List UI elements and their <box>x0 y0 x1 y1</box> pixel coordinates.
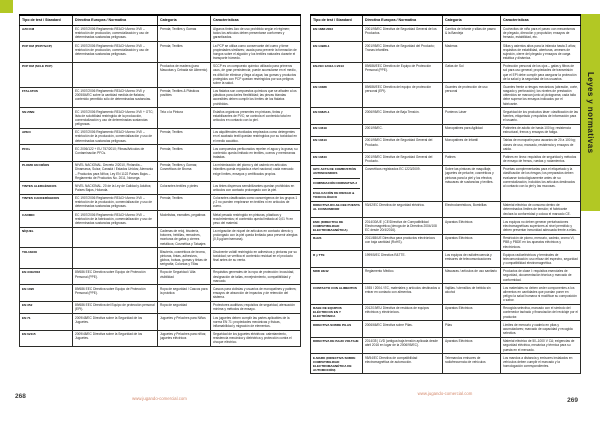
cell-category: Guantes de protección de uso personal <box>443 83 501 108</box>
table-row <box>20 87 301 108</box>
cell-category: Cadenas de reloj, bisutería, botones, hebillas, remaches, monturas de gafas y cierres metálicos; Cosmética y Tatuajes <box>158 227 211 248</box>
table-body-left <box>20 25 301 346</box>
table-row <box>311 62 581 83</box>
cell-standard: EN 352 <box>20 301 73 313</box>
column-header: Tipo de test / Standard <box>311 15 363 25</box>
cell-directive: 89/686 EEC Directiva sobre Equipo de Protección Personal (PPE). <box>73 285 158 301</box>
cell-category: Vajillas / utensilios de bebida sin alcohol <box>443 284 501 305</box>
grouped-standard-label: COMBINACIÓN NORMATIVA 2 <box>313 178 360 186</box>
table-row <box>311 83 581 108</box>
cell-standard: EN 71 <box>20 314 73 330</box>
cell-characteristics: Los alquilfenoles etoxilados empleados como detergentes en el acabado textil quedan restringidos por su toxicidad en el medio acuático. <box>211 128 301 144</box>
cell-standard: EN 14988-1 <box>311 42 363 63</box>
table-row <box>20 194 301 210</box>
cell-characteristics: Recogida selectiva, marcado con el símbolo del contenedor tachado y financiación del reciclaje por el productor. <box>501 304 581 320</box>
column-header: Directiva Europea / Normativa <box>73 15 158 25</box>
cell-category: Maderas <box>443 42 501 63</box>
cell-characteristics: Los mandos a distancia y emisores instalados en vehículos deben cumplir el marcado y la homologación correspondientes. <box>501 354 581 374</box>
cell-directive: Cosméticos registrados EC 1223/2009. <box>363 165 443 201</box>
cell-characteristics: Colorantes clasificados como cancerígenos de los grupos 1 y 2 no pueden emplearse en textiles ni en artículos de cuero. <box>211 194 301 210</box>
cell-directive: 2014/35 | LVD (antigua baja tensión aplicada desde abril 2016 en lugar de la 2006/95/EC). <box>363 337 443 353</box>
cell-standard: RoHS <box>311 234 363 250</box>
cell-standard: TINTES ALERGÉNICOS <box>20 182 73 194</box>
cell-standard: PFOs <box>20 145 73 161</box>
cell-category: Electrodomésticos, Bombillas <box>443 201 501 217</box>
cell-directive <box>73 62 158 87</box>
cell-characteristics: Protección personal de los ojos – gafas y filtros de sol para uso general; propiedades de transmisión que el EPI debe cumplir para asegurar la protección de la salud y la seguridad de los usuarios. <box>501 62 581 83</box>
cell-directive: EC 1907/2006 Reglamento REACH Anexo XVII – restricción de la fabricación, comercialización y uso de determinadas sustancias peligrosas. <box>73 211 158 227</box>
cell-directive: EC 1907/2006 Reglamento REACH Anexo XVII + OTC; lista de solubilidad restringida de la producción, comercialización y uso de determinadas sustancias peligrosas. <box>73 108 158 129</box>
table-row <box>20 25 301 41</box>
cell-standard: EN 60825-1 <box>311 108 363 124</box>
table-row <box>311 165 581 201</box>
cell-characteristics: Límites de mercurio y cadmio en pilas y acumuladores; marcado de capacidad y recogida selectiva. <box>501 321 581 337</box>
cell-directive: NIVEL NACIONAL. 20 de la Ley de Calidad y Adultos; Países Bajos, Holanda. <box>73 182 158 194</box>
cell-standard: EN 13613 <box>311 136 363 152</box>
cell-category: Prenda; Textiles <box>158 42 211 63</box>
cell-category: Monopatines de Infantil <box>443 136 501 152</box>
website-url-right: www.jugando-comercial.com <box>417 391 473 396</box>
cell-category: Aparatos Eléctricos <box>443 304 501 320</box>
cell-directive: 2001/95/EC. <box>363 124 443 136</box>
cell-directive: 2001/95/EC Directiva de Seguridad General del Producto. <box>363 136 443 152</box>
cell-characteristics: SCCP es un compuesto químico utilizado para primeros usos, de gran persistencia; puede acumularse en el medio, es difícil de eliminar y llega al agua; las gomas y productos protegidos con PCP quedan restringidos por sus peligros sobre la salud. <box>211 62 301 87</box>
cell-directive: NIVEL NACIONAL. Decreto 2/2010, Finlandia – Dinamarca, Suiza; Canadá / Estados Unidos; Alemania – Productos para Niños; Ley EN 1122 Países Bajos – Reglamento de Productos No. 2011, Noruega. <box>73 161 158 182</box>
cell-standard: PCP KM (SCLE PCP) <box>20 62 73 87</box>
cell-directive: 95/54/EC Directiva de compatibilidad electromagnética de automoción. <box>363 354 443 374</box>
cell-characteristics: Seguridad de los productos láser: clasificación de las fuentes, etiquetado y requisitos de información para el usuario. <box>501 108 581 124</box>
cell-characteristics: Restricción de plomo, mercurio, cadmio, cromo VI, PBB y PBDE en los aparatos eléctricos y electrónicos. <box>501 234 581 250</box>
column-header: Categoría <box>158 15 211 25</box>
cell-directive: 89/686 EEC Directiva sobre Equipo de Protección Personal (PPE). <box>73 268 158 284</box>
cell-characteristics: Material eléctrico de consumo dentro de determinados límites de tensión; el fabricante declara la conformidad y coloca el marcado CE. <box>501 201 581 217</box>
page-number-right: 269 <box>567 397 578 404</box>
table-row <box>311 25 581 41</box>
standards-table-left <box>19 14 301 347</box>
cell-standard: EN 62115 <box>20 330 73 346</box>
cell-directive: EC 1907/2006 Reglamento REACH Anexo XVII y 2005/84/EC sobre la cantidad medida de ftalatos; contenido permitido sólo de determinadas sustancias. <box>73 87 158 108</box>
cell-category: Carritos de Infante y sillas de paseo & la Bandeja <box>443 25 501 41</box>
cell-category: Punteros Láser <box>443 108 501 124</box>
page-number-left: 268 <box>15 393 26 400</box>
cell-standard: RAEE DE EQUIPOS ELÉCTRICOS EN Y ELECTRÓNICA <box>311 304 363 320</box>
cell-standard: R y TTE <box>311 251 363 267</box>
table-header-right <box>311 15 581 25</box>
cell-characteristics: Guantes frente a riesgos mecánicos (abrasión, corte, rasgado y perforación); los niveles de prestación obtenidos se marcan junto al pictograma; cada talla debe superar los ensayos indicados por el fabricante. <box>501 83 581 108</box>
cell-directive: 1935 / 2004 / EC, materiales y artículos destinados a entrar en contacto con alimentos. <box>363 284 443 305</box>
cell-standard: DIRECTIVA RO-62-CEE PUESTA AL CONSUMIDOR <box>311 201 363 217</box>
cell-characteristics: Los compuestos perfluorados repelen el agua y la grasa; su contenido queda limitado en textiles, cueros y membranas tratadas. <box>211 145 301 161</box>
table-row <box>20 248 301 269</box>
cell-directive <box>73 227 158 248</box>
cell-category: Tela o la Pintura <box>158 108 211 129</box>
cell-characteristics: Los tintes dispersos sensibilizantes quedan prohibidos en artículos con contacto prolongado con la piel. <box>211 182 301 194</box>
header-row <box>20 15 301 25</box>
cell-characteristics: Productos de clase I: requisitos esenciales de seguridad, documentación técnica y marcado de conformidad. <box>501 267 581 283</box>
cell-characteristics: La migración de níquel de artículos en contacto directo y prolongado con la piel queda limitada para prevenir alergias (0,5 µg/cm²/semana). <box>211 227 301 248</box>
cell-directive: 2009/48/EC Directiva sobre la Seguridad de los Juguetes. <box>73 314 158 330</box>
cell-category: Pilas <box>443 321 501 337</box>
cell-directive: 89/686/EEC Directiva del equipo de protección personal (EPI). <box>363 83 443 108</box>
cell-category: Colorantes textiles y pieles <box>158 182 211 194</box>
table-row <box>20 128 301 144</box>
cell-directive: 2011/65/UE Directiva para productos electrónicos con baja cantidad (RoHS). <box>363 234 443 250</box>
table-row <box>20 227 301 248</box>
cell-directive: Reglamento Médico. <box>363 267 443 283</box>
cell-category: Juguetes y Peluches para Niños <box>158 314 211 330</box>
cell-characteristics: Pruebas complementarias para el etiquetado y la clasificación de los riesgos; los preparados deben evaluarse toxicológicamente antes de su comercialización, incluidos los artículos destinados al contacto con la piel y las mucosas. <box>501 165 581 201</box>
section-tab-label: Leyes y normativas <box>586 71 595 154</box>
cell-category: Patines <box>443 153 501 165</box>
cell-category: Juguetes y Peluches para niños; juguetes eléctricos <box>158 330 211 346</box>
cell-directive: 2014/30/UE | CE/Directiva de Compatibilidad Electromagnética (deroga de la Directiva 2004/108 EC desde 20/4/2016). <box>363 218 443 234</box>
cell-characteristics: La minimización del plomo y del cadmio en artículos infantiles queda regulada a nivel nacional; cada mercado exige límites, ensayos y certificados propios. <box>211 161 301 182</box>
cell-characteristics: Algunos tintes Azo de uso prohibido según el régimen; todos los artículos deben presentarse conformes y garantizados. <box>211 25 301 41</box>
cell-characteristics: Requisitos generales de la ropa de protección: inocuidad, designación de tallas, envejecimiento, compatibilidad y marcado. <box>211 268 301 284</box>
cell-characteristics: Estaños orgánicos presentes en pinturas, tintas y estabilizantes de PVC; se controla el contenido total en artículos en contacto con la piel. <box>211 108 301 129</box>
cell-characteristics: Patinetes de adulto de hasta 100 kg; resistencia estructural, frenos y ensayos de fatiga. <box>501 124 581 136</box>
cell-directive: 2006/66/EC Directiva sobre Pilas. <box>363 321 443 337</box>
cell-standard: SN ZINN <box>20 108 73 129</box>
cell-category: Ropa de seguridad / Cascos para la práctica <box>158 285 211 301</box>
cell-standard: EN 1095 <box>20 285 73 301</box>
cell-directive: 2006/95/EC Directiva de Baja Tensión. <box>363 108 443 124</box>
table-row <box>311 108 581 124</box>
cell-characteristics: Protectores auditivos; requisitos de seguridad, atenuación mínima y métodos de ensayo. <box>211 301 301 313</box>
cell-standard: EMC (DIRECTIVA DE COMPATIBILIDAD ELECTROMAGNÉTICA) <box>311 218 363 234</box>
cell-characteristics: Seguridad de los juguetes eléctricos: calentamiento, resistencia mecánica y dieléctrica y protección contra el choque eléctrico. <box>211 330 301 346</box>
column-header: Tipo de test / Standard <box>20 15 73 25</box>
table-row <box>20 268 301 284</box>
cell-category: Sobre las pinturas de maquillaje, juguetes de peluche, cosméticos y pinturas para la piel y los efectos; máscaras de sustancias y textiles. <box>443 165 501 201</box>
table-row <box>311 337 581 353</box>
table-row <box>20 182 301 194</box>
column-header: Directiva Europea / Normativa <box>363 15 443 25</box>
cell-characteristics: Equipos radioeléctricos y terminales de telecomunicación: uso eficaz del espectro, seguridad y compatibilidad electromagnética. <box>501 251 581 267</box>
cell-directive: 93/42/EC Directiva de seguridad eléctrica. <box>363 201 443 217</box>
cell-category: Prenda; Textiles <box>158 128 211 144</box>
cell-category: Prenda; Textiles <box>158 194 211 210</box>
cell-directive: 1999/5/EC Directiva R&TTE. <box>363 251 443 267</box>
table-row <box>311 321 581 337</box>
table-row <box>20 314 301 330</box>
cell-standard: DIRECTIVA SOBRE PILAS <box>311 321 363 337</box>
table-row <box>311 284 581 305</box>
table-row <box>20 42 301 63</box>
table-row <box>20 145 301 161</box>
cell-characteristics: Material eléctrico de 50–1000 V CA; exigencias de seguridad eléctrica, mecánica y térmica para su puesta en el mercado. <box>501 337 581 353</box>
cell-characteristics: Disolvente volátil restringido en adhesivos y pinturas por su toxicidad; se verifica el contenido residual en el producto final antes de su venta. <box>211 248 301 269</box>
table-row <box>311 42 581 63</box>
table-header-left <box>20 15 301 25</box>
cell-standard: FTALATOS <box>20 87 73 108</box>
table-row <box>311 153 581 165</box>
table-row <box>20 285 301 301</box>
table-row <box>311 354 581 374</box>
cell-category: Prenda; Textiles y Gomas; Cosméticos de Broma <box>158 161 211 182</box>
cell-category: Aparatos Eléctricos <box>443 218 501 234</box>
cell-category: Gafas de Sol <box>443 62 501 83</box>
table-row <box>20 108 301 129</box>
cell-standard: EN 13843 <box>311 153 363 165</box>
cell-category: Aparatos Eléctricos <box>443 234 501 250</box>
table-row <box>20 330 301 346</box>
cell-category: Modelistas, esmaltes, pegatinas <box>158 211 211 227</box>
cell-standard: NÍQUEL <box>20 227 73 248</box>
cell-category: Ropa de seguridad <box>158 301 211 313</box>
cell-directive: 2001/95/EC Directiva de Seguridad General de los Productos. <box>363 25 443 41</box>
table-row <box>311 201 581 217</box>
cell-category: Ropa de Seguridad / Alta visibilidad <box>158 268 211 284</box>
cell-characteristics: La PCP se utiliza como conservante del cuero y tiene propiedades similares; usada para prevenir la formación de hongos sobre el algodón y los textiles naturales durante el transporte húmedo. <box>211 42 301 63</box>
cell-category: Prenda; Textiles y Gomas <box>158 25 211 41</box>
column-header: Categoría <box>443 15 501 25</box>
cell-directive: 2001/95/EC Directiva de Seguridad del Producto; Tronas infantiles. <box>363 42 443 63</box>
grouped-standard-label: EVALUACIÓN DE RIESGO & TOXICOLÓGICO <box>313 188 360 200</box>
table-body-right <box>311 25 581 374</box>
column-header: Características <box>501 15 581 25</box>
cell-standard: CONTACTO CON ALIMENTOS <box>311 284 363 305</box>
cell-standard: EN 340/2003 <box>20 268 73 284</box>
table-row <box>311 304 581 320</box>
cell-standard: EN 10388 <box>311 83 363 108</box>
table-row <box>311 136 581 152</box>
cell-directive: EC 1907/2006 Reglamento REACH Anexo XVII – restricción de la producción, comercialización y uso de determinadas sustancias peligrosas. <box>73 194 158 210</box>
cell-standard <box>311 165 363 201</box>
cell-characteristics: Los equipos no deben generar perturbaciones electromagnéticas superiores al nivel permitido y deben presentar inmunidad adecuada frente a ellas. <box>501 218 581 234</box>
cell-characteristics: Los ftalatos son compuestos químicos que se añaden a los plásticos para darles flexibilidad; las piezas blandas accesibles deben cumplir los límites de los ftalatos prohibidos. <box>211 87 301 108</box>
table-row <box>311 234 581 250</box>
cell-standard: TINTES CANCERÍGENOS <box>20 194 73 210</box>
cell-category: Aparatos Eléctricos <box>443 337 501 353</box>
cell-standard: PCP KM (PCP/TeCP) <box>20 42 73 63</box>
cell-directive: 2012/19/EU Directiva de residuos de equipos eléctricos y electrónicos. <box>363 304 443 320</box>
standards-table-right <box>310 14 581 374</box>
website-url-left: www.jugando-comercial.com <box>132 396 187 401</box>
cell-directive: EC 1907/2006 Reglamento REACH Anexo XVII – restricción de producción, comercialización y uso de determinadas sustancias peligrosas. <box>73 42 158 63</box>
cell-directive <box>73 248 158 269</box>
cell-standard: MDD 93/42 <box>311 267 363 283</box>
cell-characteristics: Patines en línea: requisitos de seguridad y métodos de ensayo de frenos, ruedas y rodamientos. <box>501 153 581 165</box>
cell-standard: TOLUENO <box>20 248 73 269</box>
table-row <box>20 211 301 227</box>
cell-category: Monopatines para Agilidad <box>443 124 501 136</box>
grouped-standard-label: GPC ACTA DE COMBUSTIÓN ANTIINCENDIOS <box>313 167 356 176</box>
cell-standard: EN 14619 <box>311 124 363 136</box>
header-row <box>311 15 581 25</box>
cell-characteristics: Sillas y asientos altos para la infancia hasta 3 años; requisitos de estabilidad, aberturas, arneses de sujeción, cierre del plegado y ensayos de carga estática y dinámica. <box>501 42 581 63</box>
table-row <box>20 301 301 313</box>
corner-accent-square <box>0 0 13 13</box>
cell-category: Telemandos emisores de radiofrecuencia de vehículos <box>443 354 501 374</box>
table-row <box>311 251 581 267</box>
cell-category: Productos de madera (para Mascotas y Cebada sin Alimento) <box>158 62 211 87</box>
cell-standard: E-MARK (DIRECTIVA SOBRE COMPATIBILIDAD ELECTROMAGNÉTICA DE AUTOMOCIÓN) <box>311 354 363 374</box>
cell-directive: EC 1907/2006 Reglamento REACH Anexo XVII – restricción de la producción, comercialización y uso de determinadas sustancias peligrosas. <box>73 128 158 144</box>
cell-category: Prenda; Textiles & Plásticos posibles <box>158 87 211 108</box>
table-row <box>20 62 301 87</box>
cell-category: Los equipos de radiofrecuencia y emisores de telecomunicaciones <box>443 251 501 267</box>
cell-category: Máscaras / artículos de uso sanitario <box>443 267 501 283</box>
cell-directive: EC 2006/122 + EU 757/2010; Fibras/Artículos de Contaminación PFCs. <box>73 145 158 161</box>
table-row <box>20 161 301 182</box>
cell-characteristics: Los materiales no deben ceder componentes a los alimentos en cantidades que puedan poner en peligro la salud humana ni modificar su composición o sabor. <box>501 284 581 305</box>
cell-directive: 89/686/EEC Directiva de Equipo de Protección Personal (PPE). <box>363 62 443 83</box>
table-row <box>311 267 581 283</box>
cell-characteristics: Metal pesado restringido en pinturas, plásticos y recubrimientos; el contenido queda limitado al 0,01 % en peso del material. <box>211 211 301 227</box>
section-tab <box>581 14 600 211</box>
cell-directive: 2009/48/EC Directiva sobre la Seguridad de los Juguetes. <box>73 330 158 346</box>
cell-directive: 89/686 EEC Directiva del Equipo de protección personal (EPI). <box>73 301 158 313</box>
column-header: Características <box>211 15 301 25</box>
cell-characteristics: Cochecitos de niño para el paseo con mecanismos de plegado, dirección y propulsión; ensayos de frenado, estabilidad, etc. <box>501 25 581 41</box>
cell-standard: CADMIO <box>20 211 73 227</box>
table-row <box>311 124 581 136</box>
cell-category: Prenda; Textiles <box>158 145 211 161</box>
cell-characteristics: Tablas de monopatín para usuarios de 20 a 100 kg; clases de uso, marcado, resistencia y ensayos de caída. <box>501 136 581 152</box>
cell-directive: 2001/95/EC Directiva de Seguridad General del Producto. <box>363 153 443 165</box>
cell-standard: EN-ISO 12312-1:2013 <box>311 62 363 83</box>
table-row <box>311 218 581 234</box>
cell-standard: EN 1888:2003 <box>311 25 363 41</box>
cell-characteristics: Los juguetes deben cumplir las partes aplicables de la norma EN 71: propiedades mecánicas y físicas, inflamabilidad y migración de elementos. <box>211 314 301 330</box>
cell-standard: AZO KM <box>20 25 73 41</box>
cell-directive: EC 1907/2006 Reglamento REACH Anexo XVII – restricción de producción, comercialización y uso de determinadas sustancias peligrosas. <box>73 25 158 41</box>
cell-standard: PLOMO EN NIÑOS <box>20 161 73 182</box>
cell-standard: APEO <box>20 128 73 144</box>
cell-characteristics: Cascos para ciclistas y usuarios de monopatines y patines; ensayos de absorción de impactos y de retención del sistema. <box>211 285 301 301</box>
cell-standard: DIRECTIVA DE BAJO VOLTAJE <box>311 337 363 353</box>
cell-category: Bisutería, cosméticos de broma, pinturas, tintas, adhesivos, globos, bolsas, gomas y tintas de serigrafía; Colonias y Tillas <box>158 248 211 269</box>
